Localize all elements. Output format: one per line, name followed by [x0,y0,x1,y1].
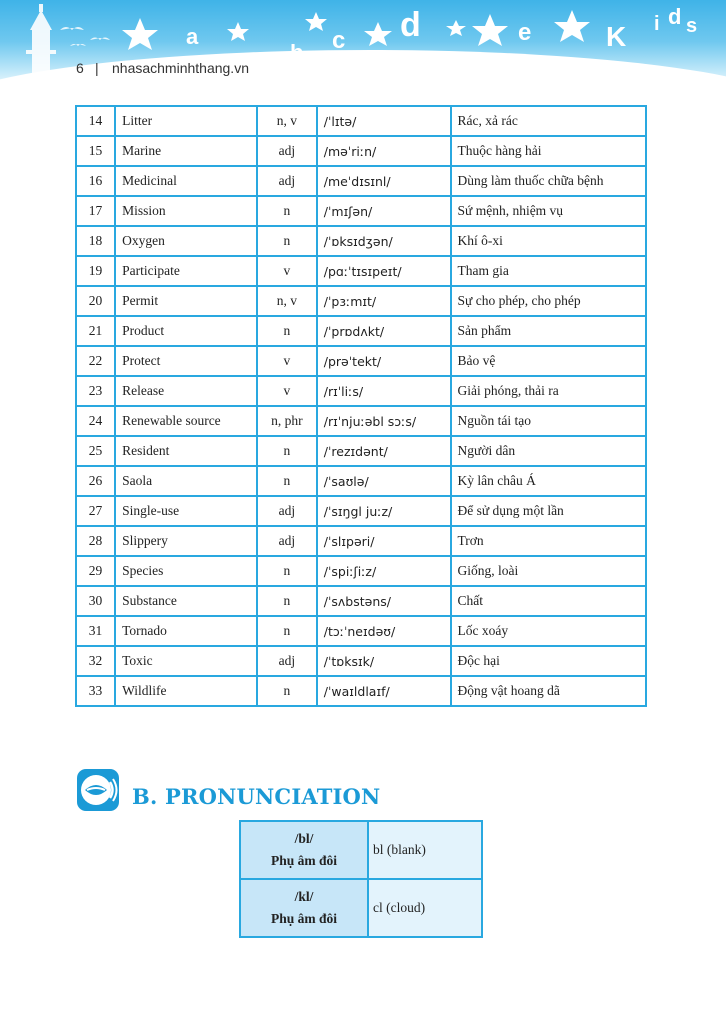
part-of-speech: adj [257,526,317,556]
row-number: 20 [76,286,115,316]
table-row [76,136,646,166]
vocab-word: Product [115,316,257,346]
vietnamese-meaning: Bảo vệ [451,346,647,376]
part-of-speech: adj [257,646,317,676]
vocab-word: Participate [115,256,257,286]
ipa-transcription: /meˈdɪsɪnl/ [317,166,451,196]
vocab-word: Resident [115,436,257,466]
header-separator: | [95,60,99,76]
deco-letter: d [400,6,421,44]
table-row [76,676,646,706]
part-of-speech: n [257,676,317,706]
table-row [76,436,646,466]
vocab-word: Medicinal [115,166,257,196]
part-of-speech: v [257,256,317,286]
vocab-word: Release [115,376,257,406]
table-row [76,196,646,226]
vietnamese-meaning: Lốc xoáy [451,616,647,646]
deco-letter: b [290,40,304,65]
page-number: 6 [76,60,84,76]
ipa-transcription: /ˈtɒksɪk/ [317,646,451,676]
row-number: 19 [76,256,115,286]
vietnamese-meaning: Dùng làm thuốc chữa bệnh [451,166,647,196]
sound-cell [240,821,368,879]
sound-cell [240,879,368,937]
row-number: 26 [76,466,115,496]
part-of-speech: n [257,556,317,586]
deco-letter: c [332,27,346,54]
row-number: 14 [76,106,115,136]
table-row [76,106,646,136]
row-number: 30 [76,586,115,616]
part-of-speech: n [257,436,317,466]
part-of-speech: n [257,196,317,226]
page-header [0,0,726,92]
ipa-transcription: /ˈpɜːmɪt/ [317,286,451,316]
vocab-word: Single-use [115,496,257,526]
vietnamese-meaning: Kỳ lân châu Á [451,466,647,496]
vietnamese-meaning: Sự cho phép, cho phép [451,286,647,316]
row-number: 27 [76,496,115,526]
table-row [76,376,646,406]
vocab-word: Oxygen [115,226,257,256]
row-number: 16 [76,166,115,196]
pronunciation-table [239,820,483,938]
vietnamese-meaning: Độc hại [451,646,647,676]
vietnamese-meaning: Rác, xả rác [451,106,647,136]
vietnamese-meaning: Tham gia [451,256,647,286]
table-row [240,879,482,937]
ipa-transcription: /ˈrezɪdənt/ [317,436,451,466]
vocab-word: Wildlife [115,676,257,706]
part-of-speech: n [257,616,317,646]
phoneme-type: Phụ âm đôi [270,853,338,868]
phoneme: /kl/ [294,889,314,904]
vocab-word: Tornado [115,616,257,646]
row-number: 23 [76,376,115,406]
ipa-transcription: /ˈslɪpəri/ [317,526,451,556]
vietnamese-meaning: Nguồn tái tạo [451,406,647,436]
deco-letter: i [654,13,660,35]
row-number: 18 [76,226,115,256]
vocab-word: Permit [115,286,257,316]
part-of-speech: adj [257,496,317,526]
row-number: 32 [76,646,115,676]
ipa-transcription: /ˈɒksɪdʒən/ [317,226,451,256]
vietnamese-meaning: Giải phóng, thải ra [451,376,647,406]
ipa-transcription: /prəˈtekt/ [317,346,451,376]
ipa-transcription: /ˈsaʊlə/ [317,466,451,496]
part-of-speech: v [257,346,317,376]
table-row [76,646,646,676]
site-url: nhasachminhthang.vn [112,60,249,76]
vocab-word: Marine [115,136,257,166]
ipa-transcription: /tɔːˈneɪdəʊ/ [317,616,451,646]
table-row [76,346,646,376]
ipa-transcription: /ˈprɒdʌkt/ [317,316,451,346]
row-number: 25 [76,436,115,466]
ipa-transcription: /ˈspiːʃiːz/ [317,556,451,586]
part-of-speech: n [257,226,317,256]
ipa-transcription: /pɑːˈtɪsɪpeɪt/ [317,256,451,286]
ipa-transcription: /rɪˈnjuːəbl sɔːs/ [317,406,451,436]
ipa-transcription: /ˈsɪŋgl juːz/ [317,496,451,526]
part-of-speech: n [257,316,317,346]
table-row [76,316,646,346]
section-title: B. PRONUNCIATION [132,784,381,809]
part-of-speech: v [257,376,317,406]
vocab-word: Protect [115,346,257,376]
ipa-transcription: /ˈsʌbstəns/ [317,586,451,616]
header-letters [0,0,726,92]
vocab-word: Mission [115,196,257,226]
part-of-speech: n, v [257,286,317,316]
row-number: 21 [76,316,115,346]
ipa-transcription: /rɪˈliːs/ [317,376,451,406]
table-row [76,526,646,556]
part-of-speech: adj [257,136,317,166]
row-number: 22 [76,346,115,376]
vocab-word: Renewable source [115,406,257,436]
vocab-word: Species [115,556,257,586]
vocab-word: Toxic [115,646,257,676]
vietnamese-meaning: Để sử dụng một lần [451,496,647,526]
table-row [76,556,646,586]
row-number: 24 [76,406,115,436]
table-row [76,166,646,196]
row-number: 33 [76,676,115,706]
table-row [76,256,646,286]
row-number: 15 [76,136,115,166]
ipa-transcription: /ˈwaɪldlaɪf/ [317,676,451,706]
table-row [76,496,646,526]
vietnamese-meaning: Động vật hoang dã [451,676,647,706]
deco-letter: K [606,21,627,52]
speaking-mouth-icon [76,768,120,812]
example-cell: bl (blank) [368,821,482,879]
ipa-transcription: /məˈriːn/ [317,136,451,166]
part-of-speech: n [257,466,317,496]
ipa-transcription: /ˈmɪʃən/ [317,196,451,226]
deco-letter: s [686,15,698,37]
part-of-speech: n, phr [257,406,317,436]
part-of-speech: n, v [257,106,317,136]
deco-letter: d [668,4,682,29]
row-number: 29 [76,556,115,586]
deco-letter: e [518,19,532,46]
table-row [76,406,646,436]
vocab-word: Slippery [115,526,257,556]
vietnamese-meaning: Người dân [451,436,647,466]
vietnamese-meaning: Chất [451,586,647,616]
ipa-transcription: /ˈlɪtə/ [317,106,451,136]
table-row [76,616,646,646]
vocabulary-table [75,105,647,707]
deco-letter: a [186,24,199,49]
part-of-speech: n [257,586,317,616]
row-number: 28 [76,526,115,556]
vietnamese-meaning: Giống, loài [451,556,647,586]
part-of-speech: adj [257,166,317,196]
vietnamese-meaning: Sứ mệnh, nhiệm vụ [451,196,647,226]
vietnamese-meaning: Sản phẩm [451,316,647,346]
row-number: 31 [76,616,115,646]
vocab-word: Litter [115,106,257,136]
table-row [76,586,646,616]
vietnamese-meaning: Trơn [451,526,647,556]
vietnamese-meaning: Thuộc hàng hải [451,136,647,166]
vietnamese-meaning: Khí ô-xi [451,226,647,256]
phoneme: /bl/ [294,831,314,846]
example-cell: cl (cloud) [368,879,482,937]
table-row [240,821,482,879]
phoneme-type: Phụ âm đôi [270,911,338,926]
table-row [76,466,646,496]
vocab-word: Saola [115,466,257,496]
table-row [76,226,646,256]
vocab-word: Substance [115,586,257,616]
table-row [76,286,646,316]
row-number: 17 [76,196,115,226]
